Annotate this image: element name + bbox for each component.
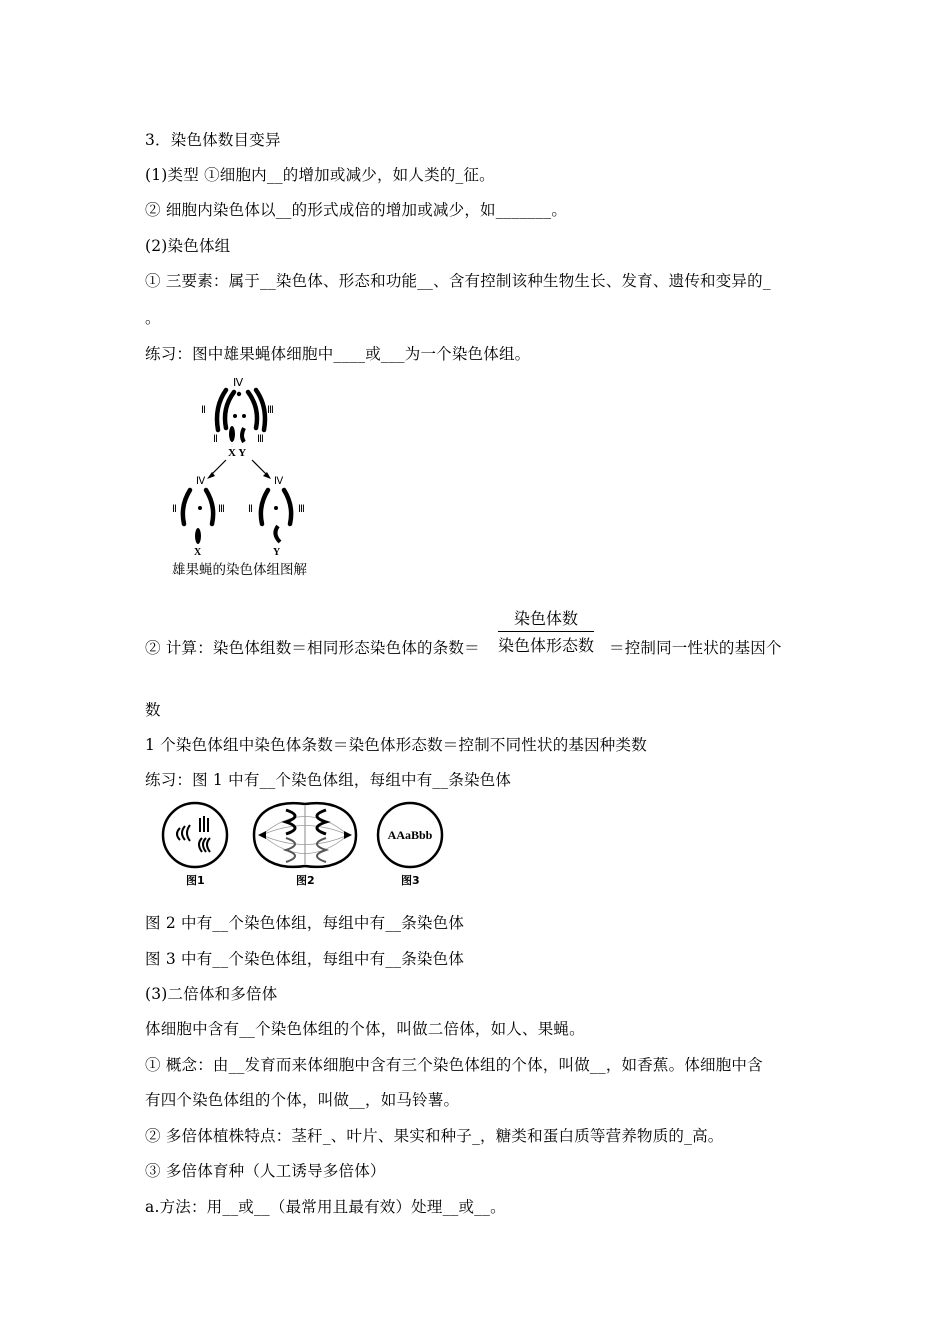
text-line: ② 多倍体植株特点：茎秆_、叶片、果实和种子_，糖类和蛋白质等营养物质的_高。 [145, 1127, 724, 1145]
text-line: ② 细胞内染色体以__的形式成倍的增加或减少，如_______。 [145, 201, 568, 219]
text-line: 。 [145, 309, 161, 327]
text-line: 1 个染色体组中染色体条数＝染色体形态数＝控制不同性状的基因种类数 [145, 736, 647, 754]
svg-text:Ⅱ: Ⅱ [248, 504, 253, 515]
svg-text:Y: Y [273, 547, 281, 558]
fig2-label: 图2 [296, 874, 315, 887]
text-line: 图 3 中有__个染色体组，每组中有__条染色体 [145, 950, 465, 968]
text-line: 有四个染色体组的个体，叫做__，如马铃薯。 [145, 1091, 460, 1109]
fig3-label: 图3 [401, 874, 420, 887]
exercise-line: 练习：图 1 中有__个染色体组，每组中有__条染色体 [145, 771, 512, 789]
svg-text:Ⅲ: Ⅲ [218, 504, 225, 515]
text-line: 数 [145, 701, 161, 719]
text-line: ① 三要素：属于__染色体、形态和功能__、含有控制该种生物生长、发育、遗传和变异的_ [145, 272, 771, 290]
text-line: a.方法：用__或__（最常用且最有效）处理__或__。 [145, 1198, 506, 1216]
fraction [498, 606, 594, 656]
text-line: ① 概念：由__发育而来体细胞中含有三个染色体组的个体，叫做__，如香蕉。体细胞中含 [145, 1056, 763, 1074]
label-xy: X Y [228, 447, 247, 459]
label-ii: Ⅱ [201, 405, 206, 416]
fraction-numerator: 染色体数 [514, 609, 579, 628]
svg-text:Ⅲ: Ⅲ [257, 434, 264, 445]
fraction-denominator: 染色体形态数 [498, 636, 595, 655]
fruit-fly-chromosome-diagram [160, 372, 330, 562]
fig3-genotype: AAaBbb [387, 828, 433, 842]
svg-text:Ⅱ: Ⅱ [213, 434, 218, 445]
fly-figure-caption: 雄果蝇的染色体组图解 [172, 562, 307, 578]
subsection-heading: (2)染色体组 [145, 237, 231, 255]
section-heading: 3．染色体数目变异 [145, 131, 281, 149]
text-line: 图 2 中有__个染色体组，每组中有__条染色体 [145, 914, 465, 932]
text-line: ③ 多倍体育种（人工诱导多倍体） [145, 1162, 386, 1180]
label-iii: Ⅲ [267, 405, 274, 416]
subsection-heading: (3)二倍体和多倍体 [145, 985, 278, 1003]
svg-text:X: X [194, 547, 202, 558]
svg-text:Ⅳ: Ⅳ [196, 476, 206, 487]
cell-division-figures [158, 798, 458, 890]
text-line: 体细胞中含有__个染色体组的个体，叫做二倍体，如人、果蝇。 [145, 1020, 585, 1038]
svg-text:Ⅱ: Ⅱ [172, 504, 177, 515]
svg-text:Ⅲ: Ⅲ [298, 504, 305, 515]
formula-line-start: ② 计算：染色体组数＝相同形态染色体的条数＝ [145, 639, 480, 657]
label-iv: Ⅳ [233, 377, 244, 389]
formula-line-end: ＝控制同一性状的基因个 [609, 639, 782, 657]
svg-text:Ⅳ: Ⅳ [274, 476, 284, 487]
exercise-line: 练习：图中雄果蝇体细胞中____或___为一个染色体组。 [145, 345, 531, 363]
text-line: (1)类型 ①细胞内__的增加或减少，如人类的_征。 [145, 166, 495, 184]
fig1-label: 图1 [186, 874, 205, 887]
